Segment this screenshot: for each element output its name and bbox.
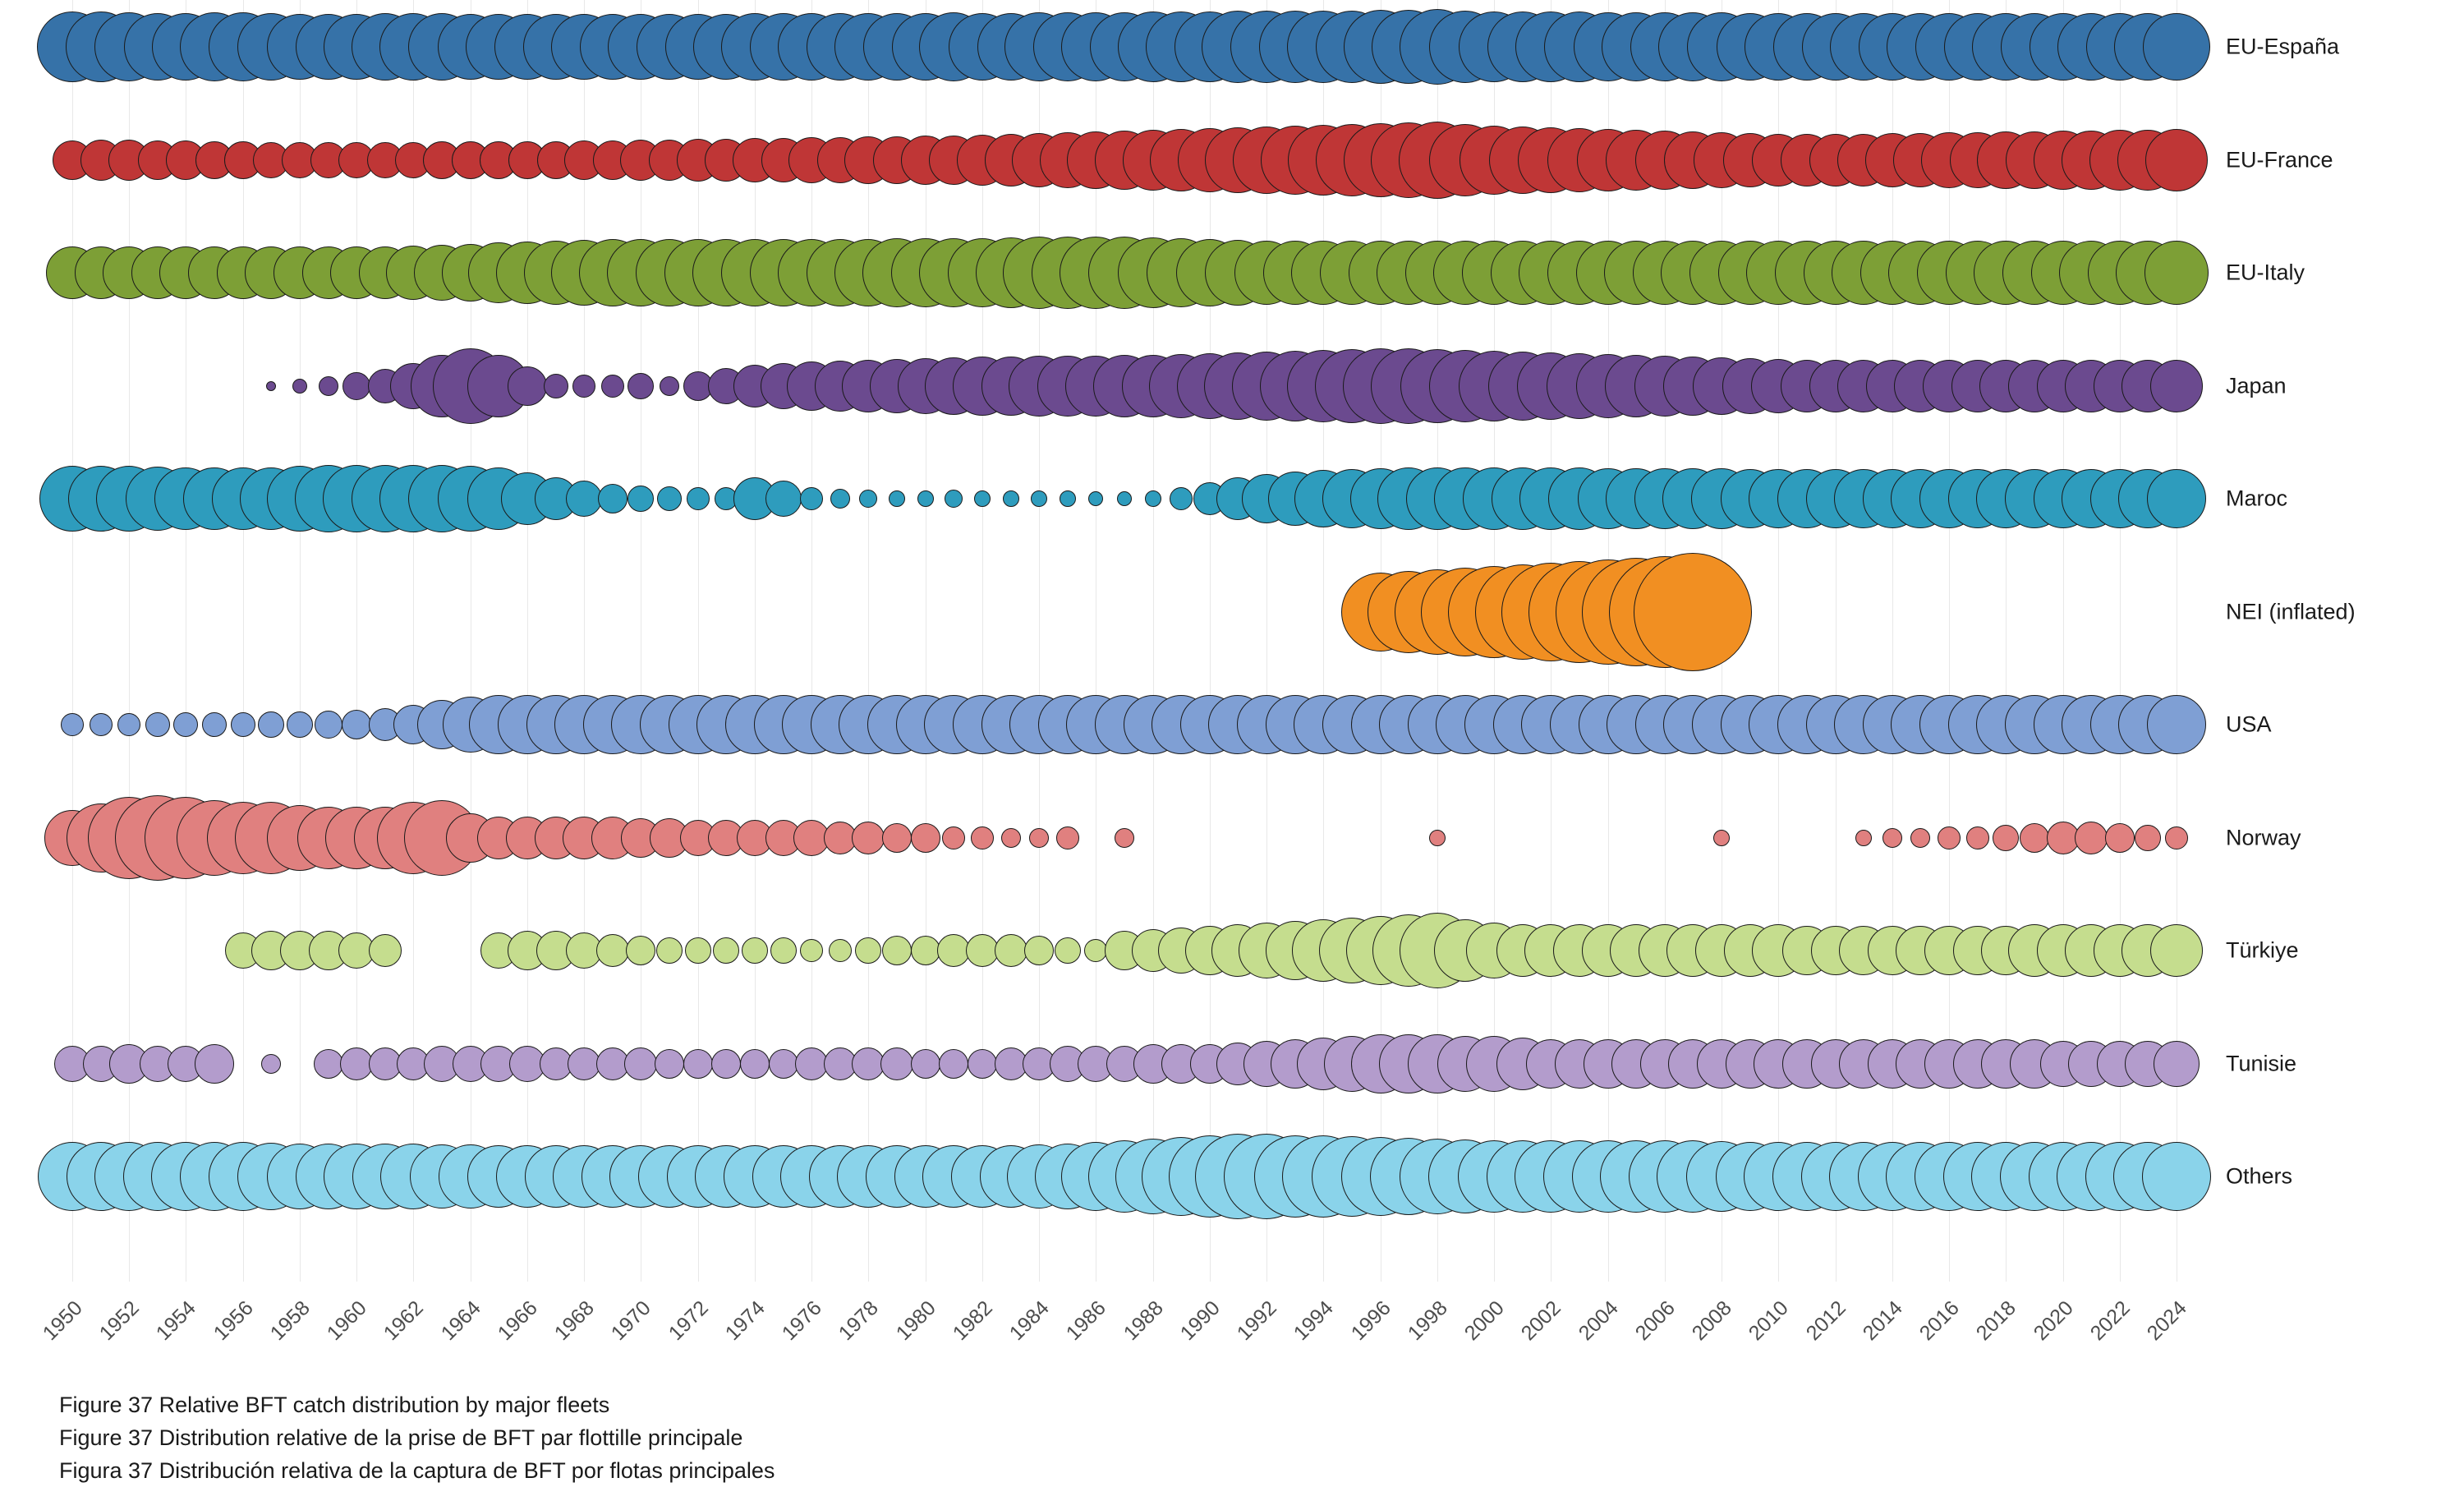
x-axis-tick-2024: 2024	[2142, 1296, 2191, 1346]
series-label-t-rkiye: Türkiye	[2226, 937, 2299, 963]
gridline	[129, 0, 130, 1282]
bubble	[1634, 553, 1752, 671]
bubble	[657, 486, 682, 511]
bubble	[1170, 487, 1193, 510]
bubble	[1060, 490, 1076, 507]
bubble	[2150, 360, 2203, 412]
bubble	[1115, 828, 1134, 848]
bubble	[1088, 491, 1103, 506]
bubble	[770, 937, 797, 964]
bubble	[971, 826, 994, 849]
x-axis-tick-1964: 1964	[436, 1296, 485, 1346]
bubble	[911, 823, 940, 853]
bubble	[572, 375, 595, 398]
gridline	[1210, 0, 1211, 1282]
bubble	[656, 937, 683, 964]
bubble	[596, 934, 629, 967]
gridline	[527, 0, 528, 1282]
series-label-nei-inflated: NEI (inflated)	[2226, 599, 2356, 624]
bubble	[266, 381, 276, 391]
bubble	[2105, 823, 2135, 853]
bubble	[2135, 825, 2161, 851]
bubble	[292, 379, 307, 394]
x-axis-tick-2010: 2010	[1744, 1296, 1794, 1346]
bubble	[1056, 826, 1079, 849]
gridline	[982, 0, 983, 1282]
bubble	[1938, 826, 1961, 849]
bubble	[1993, 825, 2019, 851]
gridline	[1778, 0, 1779, 1282]
bubble	[2147, 695, 2206, 754]
bubble	[830, 489, 850, 509]
bubble	[740, 1049, 770, 1079]
bubble	[624, 1047, 657, 1080]
bubble	[2020, 823, 2049, 853]
x-axis-tick-2012: 2012	[1801, 1296, 1850, 1346]
bubble	[1031, 490, 1047, 507]
bubble	[882, 823, 912, 853]
x-axis-tick-2018: 2018	[1971, 1296, 2021, 1346]
bubble	[90, 713, 113, 736]
gridline	[300, 0, 301, 1282]
x-axis-tick-1950: 1950	[38, 1296, 87, 1346]
x-axis-tick-2008: 2008	[1687, 1296, 1736, 1346]
gridline	[868, 0, 869, 1282]
gridline	[72, 0, 73, 1282]
bubble	[2145, 241, 2209, 305]
x-axis-tick-1962: 1962	[379, 1296, 429, 1346]
series-label-usa: USA	[2226, 711, 2272, 737]
bubble	[2147, 469, 2206, 528]
bubble	[1024, 936, 1054, 965]
gridline	[1153, 0, 1154, 1282]
bubble	[880, 1047, 913, 1080]
bubble	[287, 711, 313, 738]
bubble	[342, 710, 371, 739]
x-axis-tick-1976: 1976	[777, 1296, 826, 1346]
x-axis-tick-1986: 1986	[1062, 1296, 1111, 1346]
bubble	[314, 1049, 343, 1079]
gridline	[698, 0, 699, 1282]
bubble	[939, 1049, 968, 1079]
series-label-eu-france: EU-France	[2226, 147, 2333, 172]
bubble	[627, 373, 654, 399]
series-label-eu-italy: EU-Italy	[2226, 260, 2305, 285]
bubble	[315, 711, 342, 739]
bubble	[852, 822, 885, 854]
bubble	[1855, 830, 1872, 846]
bubble	[261, 1054, 281, 1074]
bubble	[1713, 830, 1730, 846]
series-label-japan: Japan	[2226, 373, 2287, 398]
bubble	[911, 1049, 940, 1079]
gridline	[356, 0, 357, 1282]
x-axis-tick-1960: 1960	[322, 1296, 372, 1346]
bubble	[601, 375, 624, 398]
gridline	[811, 0, 812, 1282]
bubble	[855, 937, 881, 964]
x-axis-tick-1966: 1966	[493, 1296, 542, 1346]
x-axis-tick-1972: 1972	[664, 1296, 713, 1346]
bubble	[61, 713, 84, 736]
bubble	[2165, 826, 2188, 849]
gridline	[243, 0, 244, 1282]
bubble	[231, 712, 255, 737]
x-axis-tick-1970: 1970	[607, 1296, 656, 1346]
figure-caption	[59, 1388, 775, 1487]
x-axis-tick-2006: 2006	[1630, 1296, 1680, 1346]
x-axis-tick-1988: 1988	[1119, 1296, 1168, 1346]
x-axis-tick-1968: 1968	[549, 1296, 599, 1346]
bubble	[942, 826, 965, 849]
bubble	[711, 1049, 741, 1079]
bubble	[1910, 828, 1930, 848]
bubble	[2075, 822, 2108, 854]
bubble	[1117, 491, 1132, 506]
bubble	[566, 481, 602, 517]
bubble	[1055, 937, 1081, 964]
bubble	[2145, 129, 2208, 191]
bubble	[2143, 13, 2210, 81]
series-label-maroc: Maroc	[2226, 486, 2288, 511]
bubble	[2154, 1041, 2200, 1087]
bubble	[713, 937, 739, 964]
x-axis-tick-2014: 2014	[1858, 1296, 1907, 1346]
caption-line-fr: Figure 37 Distribution relative de la prise de BFT par flottille principale	[59, 1425, 743, 1450]
x-axis-tick-1990: 1990	[1175, 1296, 1225, 1346]
x-axis-tick-2022: 2022	[2085, 1296, 2135, 1346]
bubble	[660, 376, 679, 396]
bubble	[369, 934, 402, 967]
x-axis-tick-1982: 1982	[948, 1296, 997, 1346]
x-axis-tick-2020: 2020	[2029, 1296, 2078, 1346]
x-axis-tick-1954: 1954	[152, 1296, 201, 1346]
x-axis-tick-1952: 1952	[94, 1296, 145, 1346]
bubble	[626, 936, 655, 965]
series-label-eu-espa-a: EU-España	[2226, 34, 2340, 59]
bubble	[859, 490, 877, 508]
bubble	[195, 1044, 234, 1084]
x-axis-tick-2002: 2002	[1516, 1296, 1566, 1346]
bubble	[173, 712, 198, 737]
gridline	[413, 0, 414, 1282]
bubble	[1429, 830, 1446, 846]
bubble	[974, 490, 991, 507]
x-axis-tick-1956: 1956	[209, 1296, 258, 1346]
series-label-norway: Norway	[2226, 825, 2301, 849]
bubble	[742, 937, 768, 964]
gridline	[1949, 0, 1950, 1282]
gridline	[1836, 0, 1837, 1282]
bubble	[882, 936, 912, 965]
bubble	[995, 934, 1027, 967]
gridline	[2063, 0, 2064, 1282]
x-axis-tick-2000: 2000	[1460, 1296, 1509, 1346]
bubble	[1003, 490, 1019, 507]
bubble	[685, 937, 711, 964]
bubble	[655, 1049, 684, 1079]
bubble	[319, 376, 338, 396]
bubble	[800, 487, 823, 510]
bubble	[544, 374, 568, 398]
bubble	[2150, 924, 2203, 977]
x-axis-tick-1984: 1984	[1004, 1296, 1054, 1346]
x-axis-tick-1996: 1996	[1346, 1296, 1395, 1346]
x-axis-tick-1958: 1958	[265, 1296, 315, 1346]
bubble	[202, 712, 227, 737]
x-axis-tick-1980: 1980	[891, 1296, 940, 1346]
bubble	[598, 484, 627, 513]
bubble	[258, 711, 284, 738]
bubble	[2142, 1142, 2211, 1211]
bubble	[889, 490, 905, 507]
bubble	[627, 486, 654, 512]
bubble	[508, 366, 547, 406]
bubble	[342, 372, 370, 400]
gridline	[2120, 0, 2121, 1282]
bubble	[1882, 828, 1902, 848]
bubble	[1966, 826, 1989, 849]
bubble	[1145, 490, 1161, 507]
x-axis-tick-1994: 1994	[1289, 1296, 1339, 1346]
x-axis-tick-2016: 2016	[1915, 1296, 1964, 1346]
bubble	[1001, 828, 1021, 848]
gridline	[1892, 0, 1893, 1282]
bubble	[968, 1049, 997, 1079]
gridline	[584, 0, 585, 1282]
x-axis-tick-1978: 1978	[834, 1296, 884, 1346]
bubble	[945, 490, 963, 508]
caption-line-es: Figura 37 Distribución relativa de la captura de BFT por flotas principales	[59, 1458, 775, 1483]
bubble	[683, 1049, 713, 1079]
series-label-tunisie: Tunisie	[2226, 1051, 2297, 1075]
bubble	[769, 1049, 798, 1079]
gridline	[2006, 0, 2007, 1282]
bubble	[687, 487, 710, 510]
bubble	[917, 490, 934, 507]
x-axis-tick-1998: 1998	[1403, 1296, 1452, 1346]
bubble	[145, 712, 170, 737]
bubble	[765, 481, 802, 517]
gridline	[755, 0, 756, 1282]
bubble	[800, 939, 823, 962]
gridline	[1039, 0, 1040, 1282]
bubble	[1029, 828, 1049, 848]
series-label-others: Others	[2226, 1163, 2293, 1189]
x-axis-tick-2004: 2004	[1574, 1296, 1623, 1346]
x-axis-tick-1992: 1992	[1232, 1296, 1281, 1346]
bubble	[117, 713, 140, 736]
caption-line-en: Figure 37 Relative BFT catch distribution by major fleets	[59, 1393, 610, 1417]
bubble	[911, 936, 940, 965]
x-axis-tick-1974: 1974	[720, 1296, 770, 1346]
bubble	[829, 939, 852, 962]
